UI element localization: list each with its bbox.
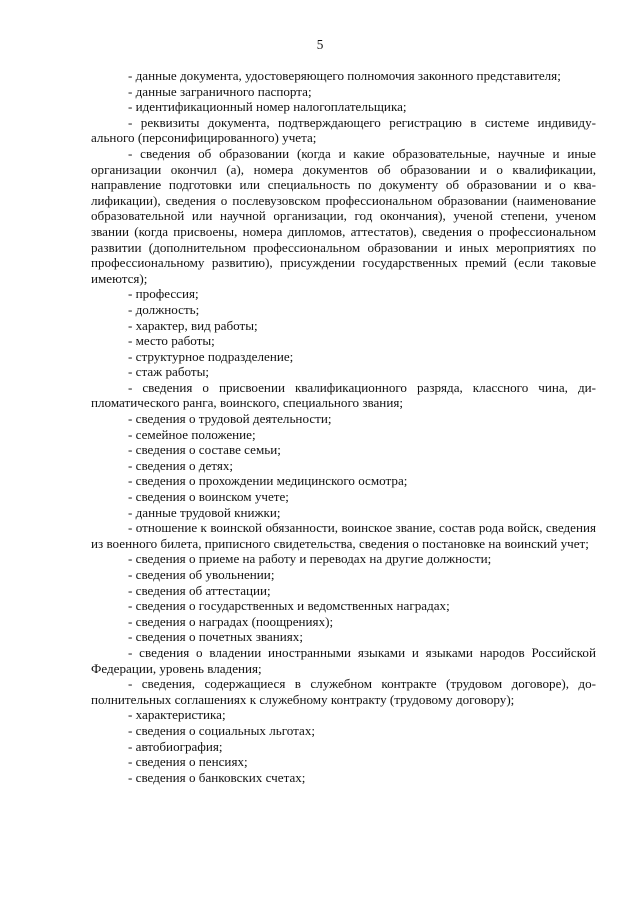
list-item: - сведения о пенсиях; — [128, 754, 248, 770]
list-item: - сведения о наградах (поощрениях); — [128, 613, 334, 629]
list-item: - сведения о трудовой деятельности; — [128, 411, 332, 427]
document-body — [91, 68, 596, 785]
list-item: - характеристика; — [128, 707, 226, 723]
list-item: - отношение к воинской обязанности, воинское звание, состав рода войск, сведения из военного билета, приписного свидетельства, сведения о постановке на воинский учет; — [91, 520, 596, 551]
list-item: - семейное положение; — [128, 426, 256, 442]
list-item: - сведения о почетных званиях; — [128, 629, 303, 645]
list-item: - сведения о детях; — [128, 457, 234, 473]
list-item: - данные трудовой книжки; — [128, 504, 281, 520]
list-item: - сведения о присвоении квалификационного разряда, классного чина, дипломатического ранга, воинского, специального звания; — [91, 379, 596, 411]
list-item: - сведения о приеме на работу и переводах на другие должности; — [128, 551, 492, 567]
list-item: - структурное подразделение; — [128, 348, 294, 364]
list-item: - сведения об образовании (когда и какие образовательные, научные и иные организации окончил (а), номера документов об образовании и о квалификации, направление подготовки или специальность по документу об образовании и о квалификации), сведения о послевузовском профессиональном образовании (наименование образовательной или научной организации, год окончания), ученой степени, ученом звании (когда присвоены, номера дипломов, аттестатов), сведения о профессиональном развитии (дополнительном профессиональном образовании и иных мероприятиях по профессиональному развитию), присуждении государственных премий (если таковые имеются); — [91, 145, 596, 286]
list-item: - сведения об увольнении; — [128, 567, 275, 582]
list-item: - сведения о государственных и ведомственных наградах; — [128, 598, 450, 614]
list-item: - место работы; — [128, 333, 215, 349]
list-item: - сведения об аттестации; — [128, 582, 271, 598]
page-number: 5 — [316, 37, 324, 52]
list-item: - данные заграничного паспорта; — [128, 83, 312, 99]
list-item: - характер, вид работы; — [128, 317, 258, 333]
list-item: - должность; — [128, 301, 200, 317]
list-item: - сведения о составе семьи; — [128, 442, 281, 458]
list-item: - данные документа, удостоверяющего полномочия законного представителя; — [128, 68, 561, 83]
list-item: - сведения о воинском учете; — [128, 489, 289, 505]
list-item: - стаж работы; — [128, 364, 210, 380]
list-item: - сведения о социальных льготах; — [128, 722, 316, 738]
list-item: - профессия; — [128, 286, 199, 302]
list-item: - сведения о банковских счетах; — [128, 769, 306, 785]
list-item: - реквизиты документа, подтверждающего регистрацию в системе индивидуального (персонифицированного) учета; — [91, 114, 596, 146]
list-item: - сведения, содержащиеся в служебном контракте (трудовом договоре), дополнительных соглашениях к служебному контракту (трудовому договору); — [91, 676, 596, 707]
list-item: - сведения о владении иностранными языками и языками народов Российской Федерации, уровень владения; — [91, 644, 596, 676]
list-item: - автобиография; — [128, 738, 223, 754]
list-item: - идентификационный номер налогоплательщика; — [128, 99, 407, 115]
list-item: - сведения о прохождении медицинского осмотра; — [128, 473, 408, 489]
